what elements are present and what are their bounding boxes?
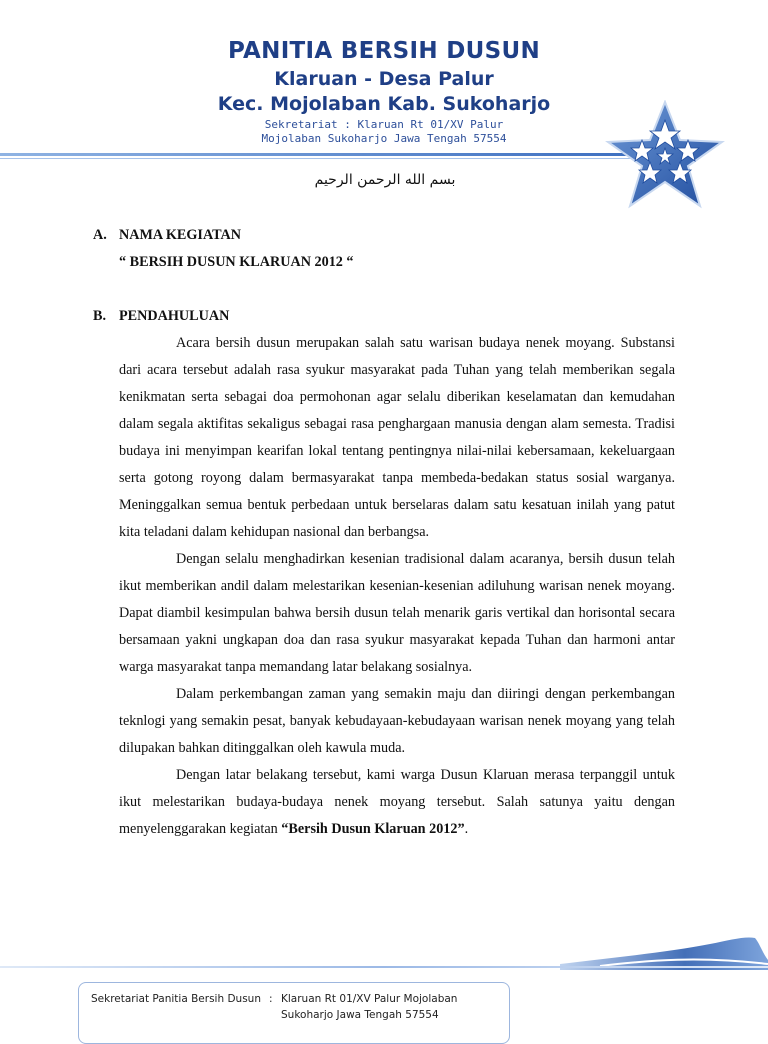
section-a-title: NAMA KEGIATAN — [119, 227, 242, 243]
header-divider-thin — [0, 158, 640, 159]
section-b-title: PENDAHULUAN — [119, 308, 230, 324]
org-subtitle-district: Kec. Mojolaban Kab. Sukoharjo — [217, 93, 551, 115]
section-spacer — [93, 276, 675, 303]
section-b-heading — [93, 303, 675, 330]
header-divider — [0, 153, 640, 156]
section-a-letter: A. — [93, 227, 107, 243]
footer-divider — [0, 966, 768, 968]
paragraph-2: Dengan selalu menghadirkan kesenian tradisional dalam acaranya, bersih dusun telah ikut memberikan andil dalam melestarikan kesenian-kesenian adiluhung warisan nenek moyang. Dapat diambil kesimpulan bahwa bersih dusun telah menarik garis vertikal dan horisontal secara bersamaan yakni ungkapan doa dan rasa syukur masyarakat kepada Tuhan dan harmoni antar warga masyarakat tanpa memandang latar belakang sosialnya. — [119, 551, 675, 675]
section-b-letter: B. — [93, 308, 107, 324]
star-cluster-logo-icon — [600, 100, 730, 210]
paragraph-4-end: . — [464, 821, 469, 837]
event-name: “ BERSIH DUSUN KLARUAN 2012 “ — [119, 254, 354, 270]
paragraph-4-text: Dengan latar belakang tersebut, kami warga Dusun Klaruan merasa terpanggil untuk ikut melestarikan budaya-budaya nenek moyang tersebut. Salah satunya yaitu dengan menyelenggarakan kegiatan — [119, 767, 675, 837]
footer-label: Sekretariat Panitia Bersih Dusun — [91, 993, 261, 1005]
org-subtitle-village: Klaruan - Desa Palur — [274, 68, 494, 90]
footer-separator: : — [269, 993, 273, 1005]
document-body — [93, 222, 675, 843]
footer-address-line2: Sukoharjo Jawa Tengah 57554 — [281, 1009, 439, 1021]
footer-wave-ornament — [560, 930, 768, 970]
footer-address-line1: Klaruan Rt 01/XV Palur Mojolaban — [281, 993, 458, 1005]
org-title: PANITIA BERSIH DUSUN — [228, 38, 540, 64]
letterhead — [0, 0, 768, 200]
secretariat-address-line2: Mojolaban Sukoharjo Jawa Tengah 57554 — [261, 132, 507, 145]
paragraph-4 — [119, 762, 675, 843]
footer-address-box — [78, 982, 510, 1044]
paragraph-3: Dalam perkembangan zaman yang semakin maju dan diiringi dengan perkembangan teknlogi yang semakin pesat, banyak kebudayaan-kebudayaan warisan nenek moyang yang telah dilupakan bahkan ditinggalkan oleh kawula muda. — [119, 686, 675, 756]
secretariat-address-line1: Sekretariat : Klaruan Rt 01/XV Palur — [264, 118, 504, 131]
basmalah-calligraphy: بسم الله الرحمن الرحيم — [314, 172, 456, 188]
paragraph-4-event-name: “Bersih Dusun Klaruan 2012” — [281, 821, 465, 837]
paragraph-1: Acara bersih dusun merupakan salah satu warisan budaya nenek moyang. Substansi dari acara tersebut adalah rasa syukur masyarakat pada Tuhan yang telah memberikan segala kenikmatan serta sebagai doa permohonan agar selalu diberikan keselamatan dan kemudahan dalam segala aktifitas sekaligus sebagai rasa penghargaan manusia dengan alam semesta. Tradisi budaya ini menyimpan kearifan lokal tentang pentingnya nilai-nilai kebersamaan, kekeluargaan serta gotong royong dalam bermasyarakat tanpa membeda-bedakan status sosial warganya. Meninggalkan semua bentuk perbedaan untuk berselaras dalam satu kesatuan inilah yang patut kita teladani dalam kehidupan nasional dan berbangsa. — [119, 335, 675, 540]
section-a-heading — [93, 222, 675, 249]
